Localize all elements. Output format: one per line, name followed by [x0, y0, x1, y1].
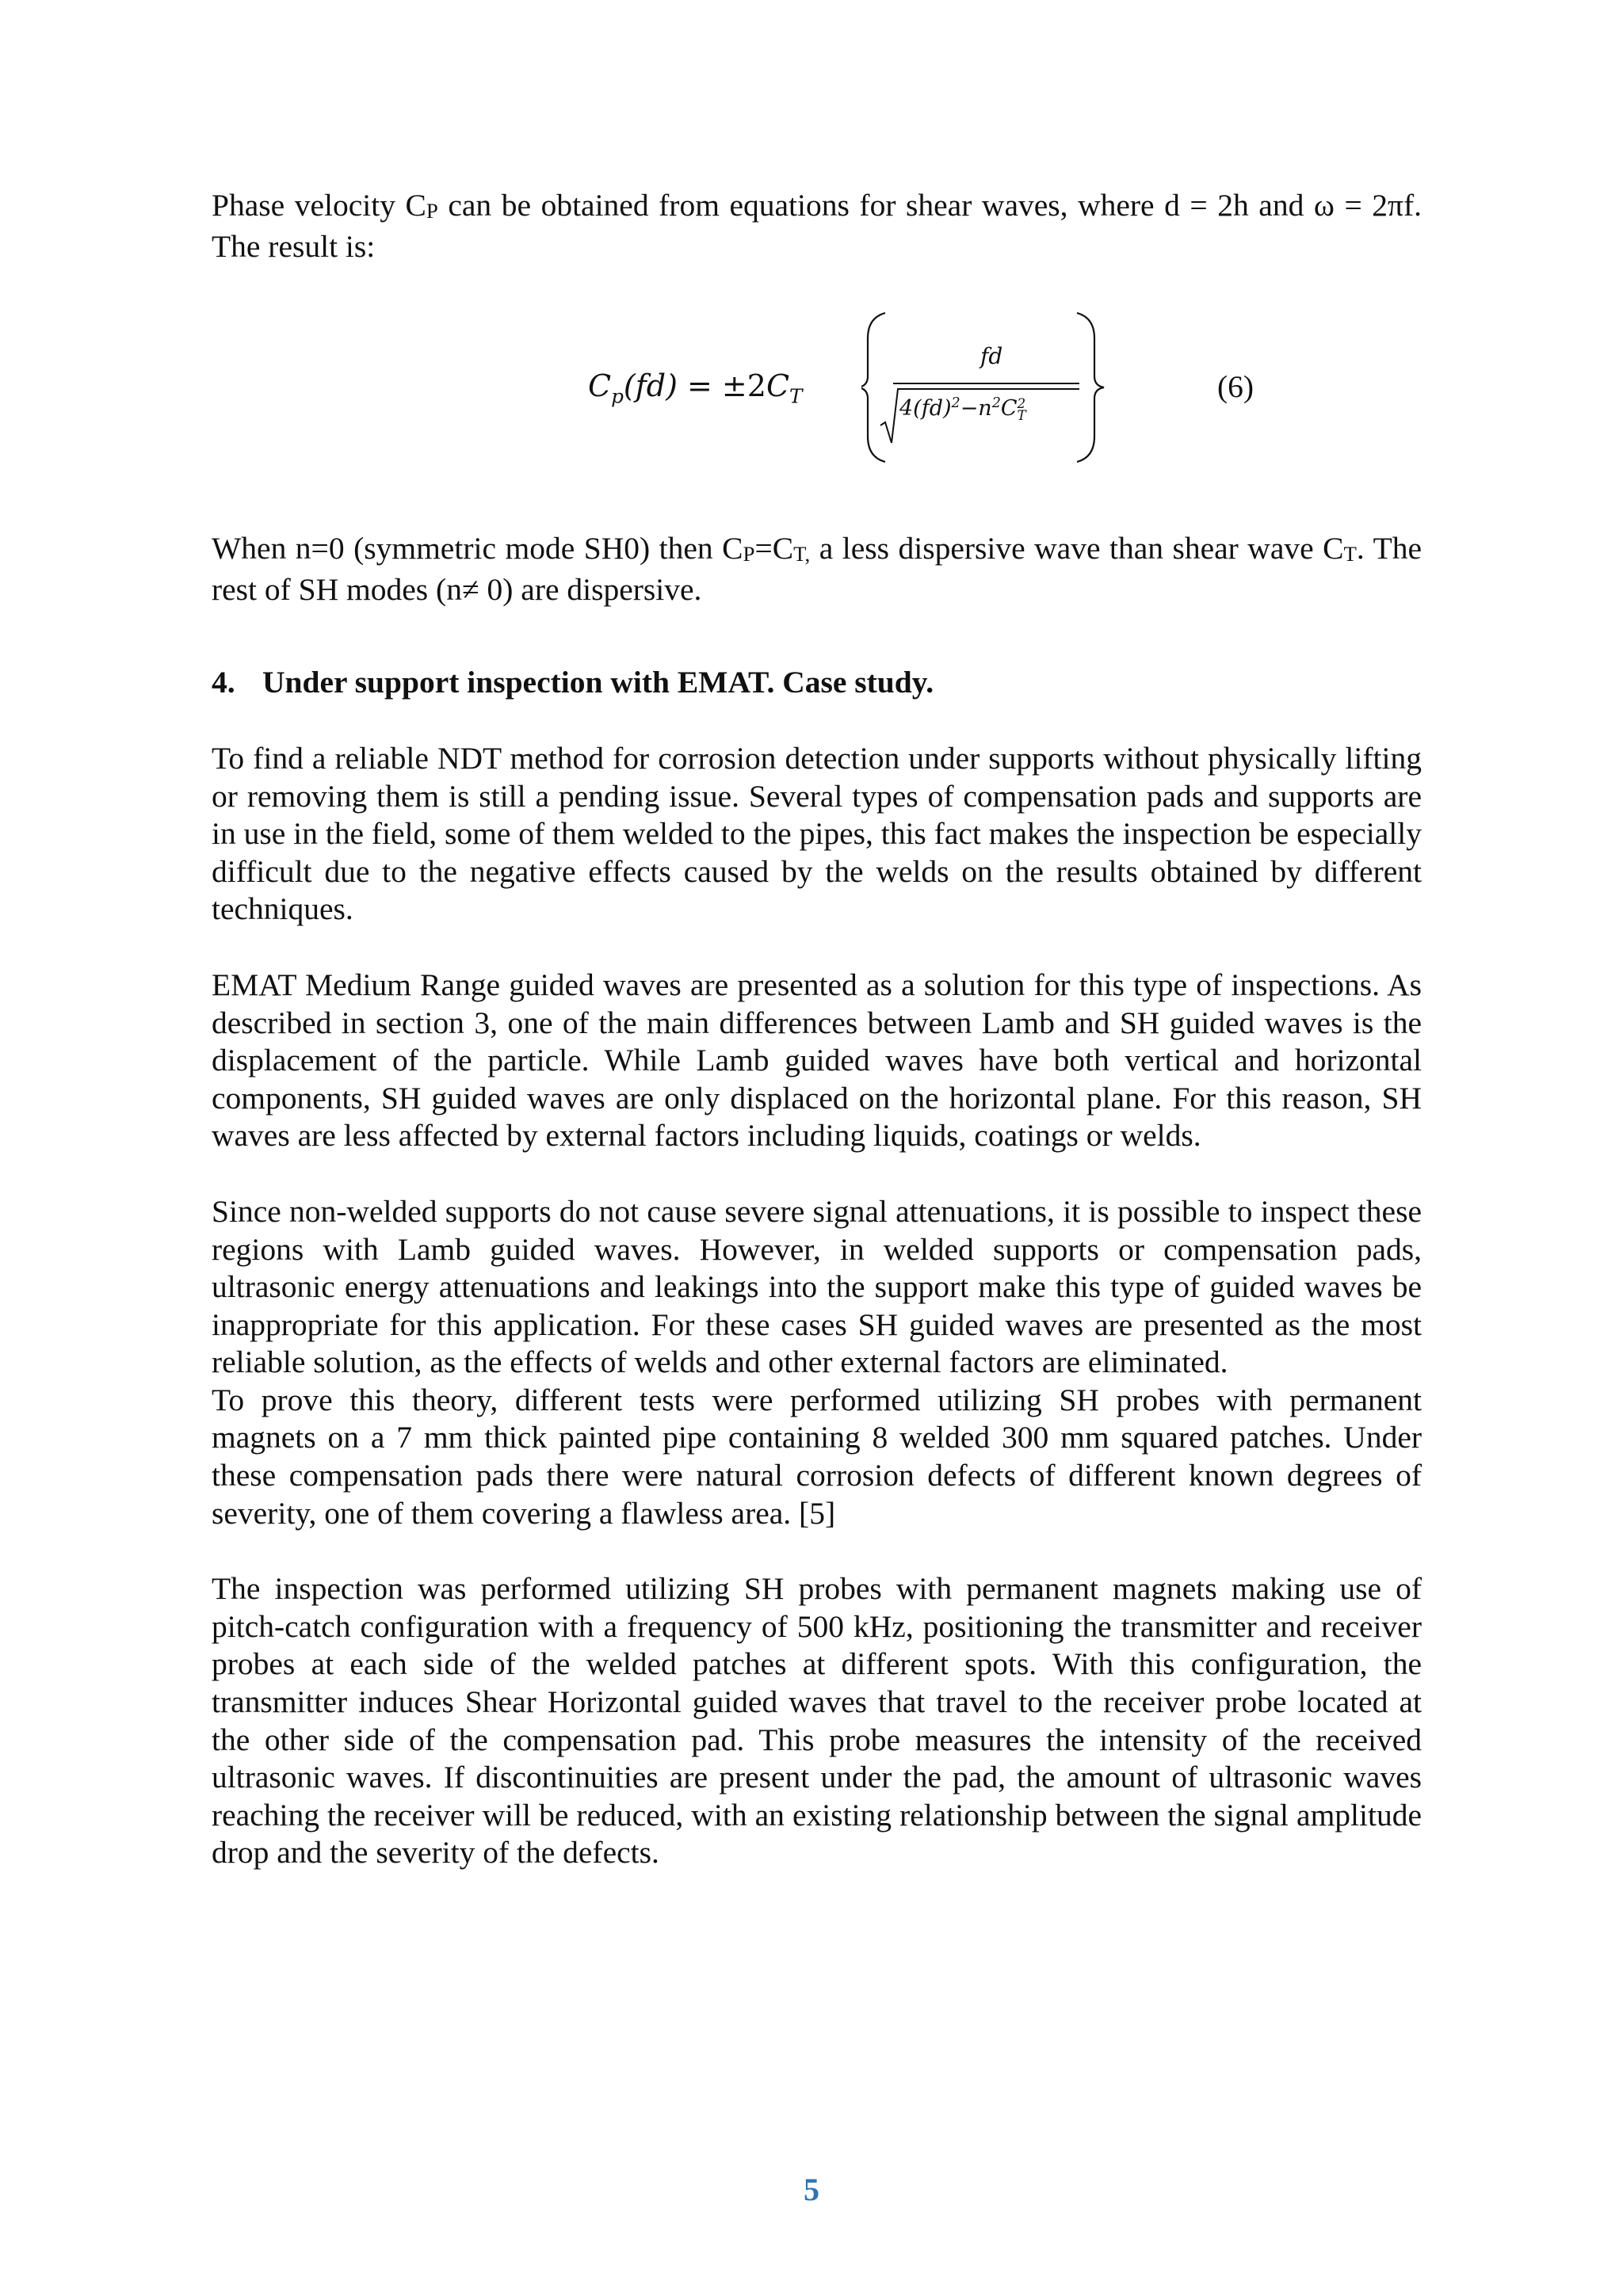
equation-fraction: [861, 307, 1107, 468]
text-run: Phase velocity C: [212, 188, 426, 223]
eq-equals: = ±2: [677, 368, 766, 404]
section-heading: [212, 664, 1422, 702]
page-number: 5: [804, 2172, 819, 2207]
paragraph-welded-supports: Since non-welded supports do not cause severe signal attenuations, it is possible to inspect these regions with Lamb guided waves. However, in welded supports or compensation pads, ultrasonic energy attenuations and leakings into the support make this type of guided waves be inappropriate for this application. For these cases SH guided waves are presented as the most reliable solution, as the effects of welds and other external factors are eliminated.: [212, 1193, 1422, 1380]
eq-argument: (fd): [623, 368, 678, 404]
text-run: When n=0 (symmetric mode SH0) then C: [212, 531, 743, 566]
eq-symbol: C: [766, 368, 790, 404]
subscript: T: [1343, 542, 1357, 566]
paragraph-ndt-method: To find a reliable NDT method for corrosion detection under supports without physically lifting or removing them is still a pending issue. Several types of compensation pads and supports are in use in the field, some of them welded to the pipes, this fact makes the inspection be especially difficult due to the negative effects caused by the welds on the results obtained by different techniques.: [212, 740, 1422, 927]
paragraph-emat-guided-waves: EMAT Medium Range guided waves are presented as a solution for this type of inspections. As described in section 3, one of the main differences between Lamb and SH guided waves is the displacement of the particle. While Lamb guided waves have both vertical and horizontal components, SH guided waves are only displaced on the horizontal plane. For this reason, SH waves are less affected by external factors including liquids, coatings or welds.: [212, 967, 1422, 1154]
text-run: . The rest of SH modes (n≠ 0) are dispersive.: [212, 531, 1422, 607]
section-number: 4.: [212, 665, 235, 700]
equation-6: [212, 307, 1422, 468]
paragraph-sh0-mode: [212, 530, 1422, 608]
eq-exponent: 2: [991, 395, 1001, 412]
page-content: [212, 187, 1422, 1872]
eq-exponent: 2: [1017, 395, 1026, 411]
paragraph-phase-velocity: [212, 187, 1422, 265]
eq-subscript: T: [789, 384, 803, 408]
equation-numerator: fd: [980, 343, 1003, 370]
eq-den-term: −n: [960, 396, 992, 421]
eq-den-term: 4(fd): [899, 396, 952, 421]
eq-exponent: 2: [951, 395, 960, 412]
text-run: =C: [754, 531, 794, 566]
text-run: a less dispersive wave than shear wave C: [810, 531, 1344, 566]
subscript: P: [426, 199, 438, 223]
eq-den-term: C: [1000, 396, 1018, 421]
equation-lhs: [588, 368, 803, 408]
equation-denominator: [899, 395, 1026, 421]
equation-body: [588, 307, 1254, 468]
paragraph-inspection: The inspection was performed utilizing SH probes with permanent magnets making use of pitch-catch configuration with a frequency of 500 kHz, positioning the transmitter and receiver probes at each side of the welded patches at different spots. With this configuration, the transmitter induces Shear Horizontal guided waves that travel to the receiver probe located at the other side of the compensation pad. This probe measures the intensity of the received ultrasonic waves. If discontinuities are present under the pad, the amount of ultrasonic waves reaching the receiver will be reduced, with an existing relationship between the signal amplitude drop and the severity of the defects.: [212, 1571, 1422, 1871]
brace-and-radical-icon: [861, 307, 1107, 468]
eq-symbol: C: [588, 368, 612, 404]
subscript: P: [743, 542, 755, 566]
text-run: can be obtained from equations for shear waves, where d = 2h and ω = 2πf. The result is:: [212, 188, 1422, 264]
eq-subscript: T: [1017, 406, 1026, 423]
eq-subscript: p: [611, 384, 624, 408]
subscript: T,: [793, 542, 811, 566]
equation-number: (6): [1216, 369, 1254, 405]
paragraph-tests: To prove this theory, different tests were performed utilizing SH probes with permanent magnets on a 7 mm thick painted pipe containing 8 welded 300 mm squared patches. Under these compensation pads there were natural corrosion defects of different known degrees of severity, one of them covering a flawless area. [5]: [212, 1382, 1422, 1531]
section-title: Under support inspection with EMAT. Case study.: [262, 665, 934, 700]
